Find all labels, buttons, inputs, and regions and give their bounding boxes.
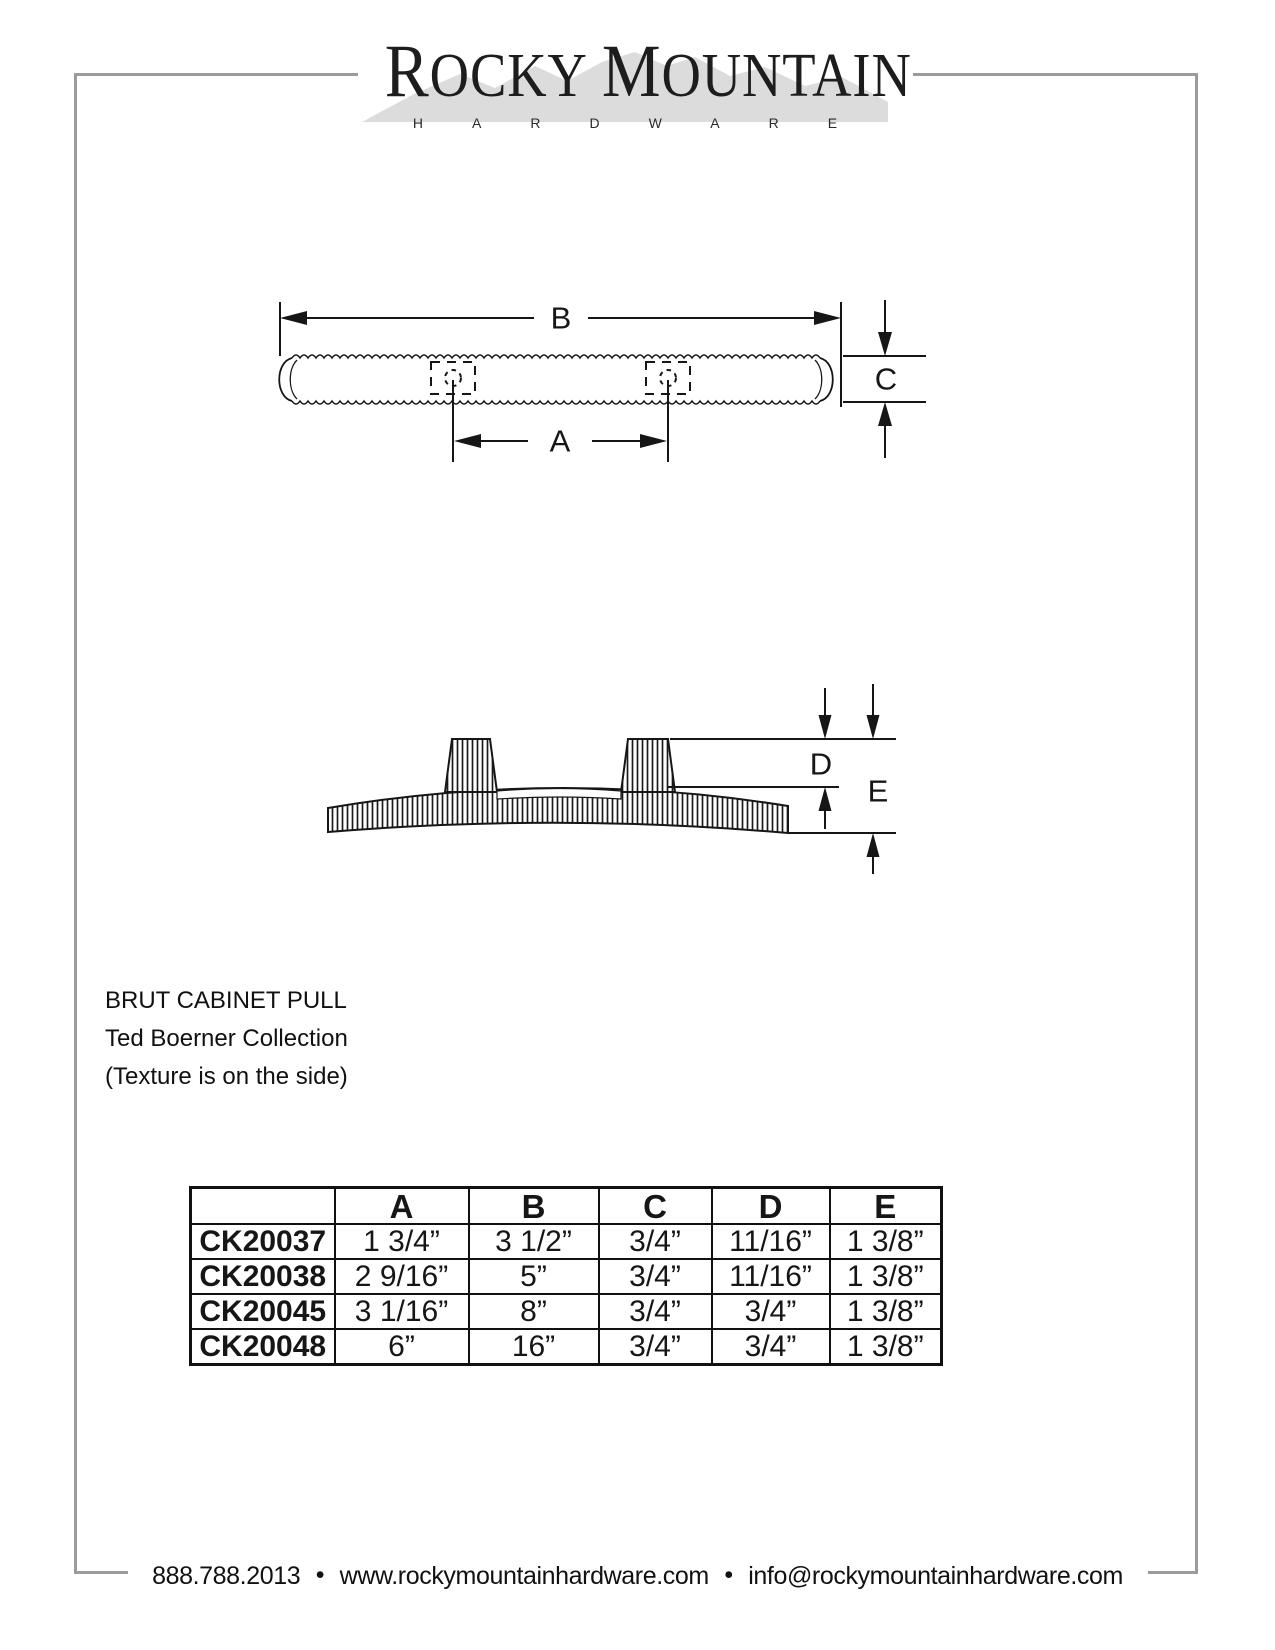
side-bar-top-facet — [497, 789, 621, 800]
dim-label-a: A — [549, 423, 571, 459]
product-collection: Ted Boerner Collection — [105, 1025, 348, 1052]
dimension-c — [843, 300, 926, 458]
footer-contact-line — [0, 1562, 1275, 1591]
brand-word-rocky: ROCKY — [384, 30, 588, 113]
spec-table-container — [189, 1186, 943, 1366]
spec-header-a: A — [335, 1188, 469, 1225]
dimension-b — [280, 301, 841, 408]
side-view-drawing — [328, 684, 896, 874]
pull-left-cap-inner — [290, 360, 297, 399]
spec-cell: 1 3/8” — [830, 1259, 942, 1294]
side-post-left — [445, 739, 497, 792]
spec-row-ck20037 — [191, 1224, 942, 1259]
footer-phone: 888.788.2013 — [152, 1562, 301, 1590]
spec-cell: 3/4” — [599, 1294, 712, 1329]
spec-cell: 3 1/16” — [335, 1294, 469, 1329]
spec-row-ck20038 — [191, 1259, 942, 1294]
footer-website: www.rockymountainhardware.com — [339, 1562, 709, 1590]
spec-cell: 3/4” — [712, 1329, 830, 1365]
bullet-separator-icon: • — [315, 1561, 325, 1589]
spec-cell: 11/16” — [712, 1259, 830, 1294]
spec-cell: 3/4” — [599, 1224, 712, 1259]
spec-cell: 3/4” — [712, 1294, 830, 1329]
spec-header-c: C — [599, 1188, 712, 1225]
product-note: (Texture is on the side) — [105, 1063, 348, 1090]
pull-right-cap-inner — [815, 360, 822, 399]
spec-cell: 3/4” — [599, 1329, 712, 1365]
spec-cell: 1 3/8” — [830, 1224, 942, 1259]
pull-bottom-edge — [292, 401, 820, 404]
bullet-separator-icon: • — [724, 1561, 733, 1589]
spec-cell: 2 9/16” — [335, 1259, 469, 1294]
spec-cell: 1 3/8” — [830, 1329, 942, 1365]
spec-header-e: E — [830, 1188, 942, 1225]
brand-subtext-hardware: HARDWARE — [412, 115, 887, 131]
footer-email: info@rockymountainhardware.com — [748, 1562, 1123, 1590]
spec-cell: 16” — [469, 1329, 599, 1365]
part-number: CK20045 — [191, 1294, 335, 1329]
spec-cell: 5” — [469, 1259, 599, 1294]
spec-cell: 1 3/4” — [335, 1224, 469, 1259]
side-post-right — [621, 739, 675, 792]
dim-label-d: D — [809, 746, 833, 782]
dim-label-b: B — [550, 300, 572, 336]
spec-row-ck20048 — [191, 1329, 942, 1365]
dimension-a — [453, 380, 668, 462]
part-number: CK20038 — [191, 1259, 335, 1294]
spec-cell: 1 3/8” — [830, 1294, 942, 1329]
spec-cell: 3 1/2” — [469, 1224, 599, 1259]
spec-header-blank — [191, 1188, 335, 1225]
pull-top-edge — [292, 355, 820, 358]
spec-header-b: B — [469, 1188, 599, 1225]
spec-cell: 8” — [469, 1294, 599, 1329]
spec-cell: 6” — [335, 1329, 469, 1365]
product-description — [105, 982, 348, 1096]
dimension-d-e — [668, 684, 896, 874]
plan-view-drawing — [279, 300, 926, 462]
spec-header-d: D — [712, 1188, 830, 1225]
spec-cell: 3/4” — [599, 1259, 712, 1294]
product-name: BRUT CABINET PULL — [105, 987, 347, 1014]
spec-header-row — [191, 1188, 942, 1225]
dim-label-c: C — [874, 361, 898, 397]
dim-label-e: E — [867, 773, 889, 809]
spec-row-ck20045 — [191, 1294, 942, 1329]
spec-cell: 11/16” — [712, 1224, 830, 1259]
spec-table — [189, 1186, 943, 1366]
part-number: CK20037 — [191, 1224, 335, 1259]
part-number: CK20048 — [191, 1329, 335, 1365]
brand-word-mountain: MOUNTAIN — [601, 30, 912, 113]
